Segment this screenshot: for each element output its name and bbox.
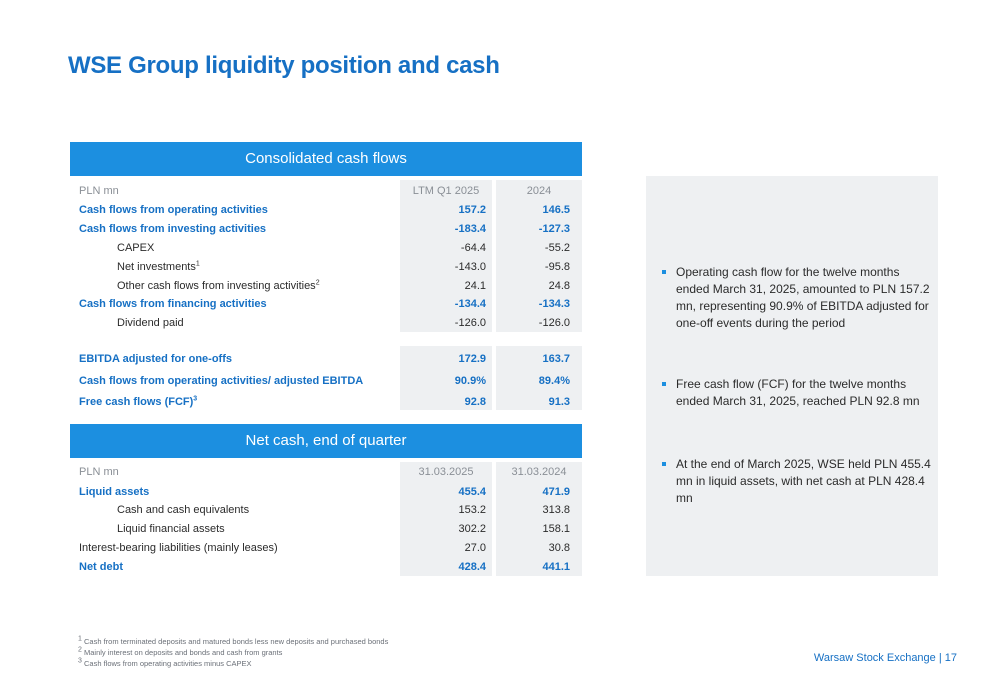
net-cash-header: Net cash, end of quarter (70, 424, 582, 458)
column-header: 31.03.2025 (418, 466, 474, 478)
cell-value: -95.8 (544, 261, 570, 273)
table-row (70, 483, 582, 502)
cell-value: 471.9 (542, 486, 570, 498)
table-row (70, 220, 582, 239)
row-label: Other cash flows from investing activities$^2$ (117, 279, 320, 292)
page-footer: Warsaw Stock Exchange | 17 (813, 652, 957, 664)
row-label: Net investments$^1$ (117, 260, 200, 273)
bullet-text: Free cash flow (FCF) for the twelve months ended March 31, 2025, reached PLN 92.8 mn (676, 377, 920, 408)
net-cash-column-headers (70, 463, 582, 482)
cell-value: -127.3 (538, 223, 570, 235)
cell-value: 30.8 (548, 542, 570, 554)
cell-value: 146.5 (542, 204, 570, 216)
cell-value: 27.0 (464, 542, 486, 554)
row-label: Cash flows from investing activities (79, 223, 267, 235)
cell-value: 91.3 (548, 396, 570, 408)
cell-value: 157.2 (458, 204, 486, 216)
cell-value: 441.1 (542, 561, 570, 573)
table-row (70, 314, 582, 333)
table-row (70, 539, 582, 558)
footnote: $^1$ Cash from terminated deposits and matured bonds less new deposits and purchased bonds (78, 635, 389, 646)
table-row (70, 520, 582, 539)
cell-value: 302.2 (458, 523, 486, 535)
unit-label: PLN mn (79, 466, 119, 478)
table-row (70, 501, 582, 520)
cell-value: 89.4% (538, 375, 570, 387)
bullet-item (676, 376, 934, 410)
cell-value: -134.4 (454, 298, 486, 310)
cell-value: 163.7 (542, 353, 570, 365)
footnote-marker: 2 (315, 279, 320, 287)
cell-value: -183.4 (454, 223, 486, 235)
column-header: 31.03.2024 (511, 466, 567, 478)
row-label: Liquid assets (79, 486, 150, 498)
bullet-text: At the end of March 2025, WSE held PLN 455.4 mn in liquid assets, with net cash at PLN 428.4 mn (676, 457, 931, 505)
footnote-marker: 3 (193, 395, 198, 403)
row-label: Net debt (79, 561, 123, 573)
row-label: Cash flows from operating activities (79, 204, 268, 216)
unit-label: PLN mn (79, 185, 119, 197)
cash-flows-column-headers (70, 182, 582, 201)
bullet-item (676, 264, 934, 332)
cell-value: 172.9 (458, 353, 486, 365)
table-row (70, 201, 582, 220)
row-label: Free cash flows (FCF)$^3$ (79, 395, 198, 408)
row-label: Cash and cash equivalents (117, 504, 250, 516)
cell-value: 158.1 (542, 523, 570, 535)
row-label: EBITDA adjusted for one-offs (79, 353, 232, 365)
row-label: Cash flows from financing activities (79, 298, 267, 310)
cell-value: -55.2 (544, 242, 570, 254)
column-header: 2024 (526, 185, 552, 197)
cell-value: 313.8 (542, 504, 570, 516)
footnote-marker: 1 (195, 260, 200, 268)
cell-value: 428.4 (458, 561, 486, 573)
footnotes (78, 636, 388, 669)
bullet-item (676, 456, 934, 507)
bullet-text: Operating cash flow for the twelve months ended March 31, 2025, amounted to PLN 157.2 mn, representing 90.9% of EBITDA adjusted for one-off events during the period (676, 265, 930, 330)
row-label: Interest-bearing liabilities (mainly leases) (79, 542, 278, 554)
table-row (70, 295, 582, 314)
table-row (70, 393, 582, 412)
cash-flows-header: Consolidated cash flows (70, 142, 582, 176)
cell-value: 455.4 (458, 486, 486, 498)
cell-value: 92.8 (464, 396, 486, 408)
row-label: Cash flows from operating activities/ adjusted EBITDA (79, 375, 364, 387)
footnote: $^3$ Cash flows from operating activities minus CAPEX (78, 657, 252, 668)
commentary-panel (646, 176, 938, 576)
table-row (70, 558, 582, 577)
cell-value: 153.2 (458, 504, 486, 516)
cell-value: -64.4 (460, 242, 486, 254)
page-title: WSE Group liquidity position and cash (68, 52, 500, 79)
table-row (70, 372, 582, 391)
bullet-square-icon (662, 462, 666, 466)
cell-value: -143.0 (454, 261, 486, 273)
cell-value: 24.8 (548, 280, 570, 292)
table-row (70, 239, 582, 258)
row-label: Dividend paid (117, 317, 184, 329)
cell-value: -126.0 (454, 317, 486, 329)
bullet-square-icon (662, 382, 666, 386)
cell-value: 90.9% (454, 375, 486, 387)
row-label: Liquid financial assets (117, 523, 225, 535)
row-label: CAPEX (117, 242, 155, 254)
bullet-square-icon (662, 270, 666, 274)
table-row (70, 350, 582, 369)
column-header: LTM Q1 2025 (412, 185, 480, 197)
footnote: $^2$ Mainly interest on deposits and bonds and cash from grants (78, 646, 283, 657)
table-row (70, 258, 582, 277)
cell-value: 24.1 (464, 280, 486, 292)
cell-value: -126.0 (538, 317, 570, 329)
cell-value: -134.3 (538, 298, 570, 310)
table-row (70, 277, 582, 296)
